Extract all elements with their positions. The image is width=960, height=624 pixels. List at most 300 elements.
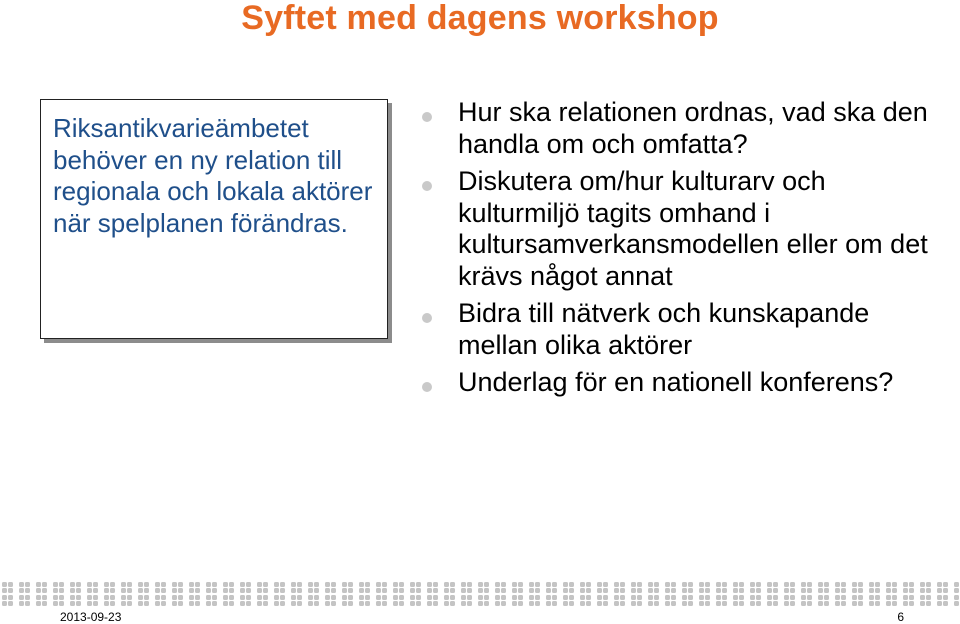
pattern-dot: [943, 595, 948, 600]
pattern-dot: [393, 595, 398, 600]
pattern-dot: [478, 588, 483, 593]
pattern-dot: [144, 582, 149, 587]
pattern-dot: [852, 588, 857, 593]
pattern-dot: [869, 601, 874, 606]
pattern-dot: [920, 588, 925, 593]
pattern-dot: [229, 595, 234, 600]
pattern-dot: [240, 588, 245, 593]
pattern-dot: [427, 595, 432, 600]
pattern-dot: [750, 588, 755, 593]
pattern-dot: [229, 601, 234, 606]
pattern-dot: [53, 588, 58, 593]
pattern-dot: [597, 582, 602, 587]
pattern-dot: [716, 595, 721, 600]
pattern-dot: [36, 582, 41, 587]
pattern-dot: [478, 601, 483, 606]
pattern-dot: [325, 595, 330, 600]
pattern-dot: [869, 582, 874, 587]
pattern-dot: [36, 601, 41, 606]
pattern-dot: [416, 595, 421, 600]
pattern-dot: [824, 601, 829, 606]
pattern-dot: [155, 588, 160, 593]
pattern-dot: [25, 601, 30, 606]
pattern-dot: [529, 588, 534, 593]
pattern-dot: [399, 588, 404, 593]
pattern-dot: [444, 595, 449, 600]
pattern-dot: [858, 595, 863, 600]
pattern-dot: [886, 588, 891, 593]
pattern-dot: [563, 595, 568, 600]
pattern-dot: [926, 595, 931, 600]
pattern-dot: [376, 601, 381, 606]
pattern-dot: [552, 601, 557, 606]
pattern-dot: [240, 601, 245, 606]
pattern-dot: [87, 588, 92, 593]
pattern-dot: [501, 582, 506, 587]
pattern-dot: [365, 582, 370, 587]
pattern-dot: [790, 601, 795, 606]
pattern-dot: [705, 582, 710, 587]
pattern-dot: [433, 601, 438, 606]
pattern-dot: [138, 582, 143, 587]
pattern-dot: [206, 588, 211, 593]
pattern-dot: [767, 582, 772, 587]
pattern-dot: [569, 601, 574, 606]
pattern-dot: [569, 595, 574, 600]
pattern-dot: [25, 595, 30, 600]
pattern-dot: [467, 582, 472, 587]
pattern-dot: [348, 588, 353, 593]
pattern-dot: [620, 582, 625, 587]
pattern-dot: [858, 601, 863, 606]
pattern-dot: [484, 588, 489, 593]
pattern-dot: [518, 582, 523, 587]
pattern-dot: [325, 601, 330, 606]
pattern-dot: [161, 595, 166, 600]
pattern-dot: [841, 601, 846, 606]
pattern-dot: [597, 588, 602, 593]
pattern-dot: [246, 582, 251, 587]
pattern-dot: [19, 601, 24, 606]
pattern-dot: [926, 582, 931, 587]
pattern-dot: [620, 601, 625, 606]
pattern-dot: [937, 582, 942, 587]
pattern-dot: [892, 601, 897, 606]
pattern-dot: [501, 601, 506, 606]
pattern-dot: [495, 595, 500, 600]
pattern-dot: [875, 588, 880, 593]
pattern-dot: [631, 582, 636, 587]
pattern-dot: [70, 595, 75, 600]
pattern-dot: [580, 595, 585, 600]
pattern-dot: [393, 588, 398, 593]
pattern-dot: [954, 588, 959, 593]
pattern-dot: [563, 588, 568, 593]
pattern-dot: [546, 595, 551, 600]
pattern-dot: [716, 588, 721, 593]
pattern-dot: [903, 582, 908, 587]
pattern-dot: [722, 582, 727, 587]
pattern-dot: [291, 588, 296, 593]
pattern-dot: [552, 588, 557, 593]
pattern-dot: [195, 595, 200, 600]
pattern-dot: [25, 582, 30, 587]
pattern-dot: [87, 601, 92, 606]
pattern-dot: [189, 601, 194, 606]
pattern-dot: [631, 601, 636, 606]
pattern-dot: [546, 601, 551, 606]
pattern-dot: [909, 595, 914, 600]
pattern-dot: [631, 595, 636, 600]
pattern-dot: [59, 582, 64, 587]
pattern-dot: [257, 595, 262, 600]
pattern-dot: [620, 595, 625, 600]
pattern-dot: [580, 601, 585, 606]
pattern-dot: [535, 582, 540, 587]
pattern-dot: [597, 601, 602, 606]
pattern-dot: [835, 595, 840, 600]
pattern-dot: [155, 601, 160, 606]
pattern-dot: [750, 601, 755, 606]
pattern-dot: [223, 582, 228, 587]
pattern-dot: [206, 601, 211, 606]
pattern-dot: [2, 582, 7, 587]
pattern-dot: [2, 595, 7, 600]
pattern-dot: [325, 588, 330, 593]
pattern-dot: [852, 595, 857, 600]
pattern-dot: [161, 601, 166, 606]
pattern-dot: [614, 588, 619, 593]
pattern-dot: [954, 601, 959, 606]
pattern-dot: [518, 595, 523, 600]
pattern-dot: [314, 588, 319, 593]
pattern-dot: [291, 595, 296, 600]
pattern-dot: [155, 582, 160, 587]
pattern-dot: [767, 601, 772, 606]
pattern-dot: [87, 582, 92, 587]
pattern-dot: [59, 601, 64, 606]
pattern-dot: [138, 595, 143, 600]
pattern-dot: [104, 588, 109, 593]
pattern-dot: [750, 595, 755, 600]
pattern-dot: [195, 588, 200, 593]
pattern-dot: [280, 595, 285, 600]
pattern-dot: [257, 601, 262, 606]
pattern-dot: [382, 601, 387, 606]
pattern-dot: [274, 601, 279, 606]
pattern-dot: [274, 582, 279, 587]
pattern-dot: [410, 582, 415, 587]
pattern-dot: [291, 601, 296, 606]
pattern-dot: [342, 588, 347, 593]
pattern-dot: [546, 588, 551, 593]
pattern-dot: [359, 595, 364, 600]
pattern-dot: [393, 582, 398, 587]
pattern-dot: [512, 588, 517, 593]
pattern-dot: [393, 601, 398, 606]
pattern-dot: [688, 588, 693, 593]
pattern-dot: [331, 601, 336, 606]
callout-text: Riksantikvarieämbetet behöver en ny relation till regionala och lokala aktörer när spelplanen förändras.: [53, 113, 373, 238]
pattern-dot: [110, 601, 115, 606]
pattern-dot: [325, 582, 330, 587]
pattern-dot: [229, 588, 234, 593]
pattern-dot: [104, 595, 109, 600]
pattern-dot: [144, 595, 149, 600]
bullet-item: [418, 298, 938, 361]
pattern-dot: [801, 601, 806, 606]
pattern-dot: [461, 582, 466, 587]
pattern-dot: [818, 582, 823, 587]
pattern-dot: [450, 595, 455, 600]
pattern-dot: [297, 582, 302, 587]
pattern-dot: [886, 601, 891, 606]
pattern-dot: [314, 582, 319, 587]
pattern-dot: [501, 588, 506, 593]
pattern-dot: [178, 582, 183, 587]
pattern-dot: [467, 601, 472, 606]
pattern-dot: [943, 588, 948, 593]
pattern-dot: [155, 595, 160, 600]
pattern-dot: [586, 588, 591, 593]
pattern-dot: [53, 582, 58, 587]
pattern-dot: [824, 595, 829, 600]
pattern-dot: [308, 588, 313, 593]
pattern-dot: [36, 595, 41, 600]
pattern-dot: [450, 601, 455, 606]
pattern-dot: [801, 595, 806, 600]
pattern-dot: [512, 601, 517, 606]
pattern-dot: [784, 601, 789, 606]
pattern-dot: [376, 588, 381, 593]
pattern-dot: [42, 595, 47, 600]
pattern-dot: [688, 601, 693, 606]
pattern-dot: [756, 582, 761, 587]
pattern-dot: [161, 582, 166, 587]
pattern-dot: [824, 588, 829, 593]
pattern-dot: [359, 582, 364, 587]
pattern-dot: [257, 582, 262, 587]
pattern-dot: [733, 595, 738, 600]
pattern-dot: [665, 595, 670, 600]
pattern-dot: [801, 588, 806, 593]
pattern-dot: [223, 588, 228, 593]
pattern-dot: [835, 601, 840, 606]
pattern-dot: [399, 595, 404, 600]
pattern-dot: [682, 601, 687, 606]
pattern-dot: [654, 601, 659, 606]
bullet-item: [418, 97, 938, 160]
pattern-dot: [382, 582, 387, 587]
pattern-dot: [688, 595, 693, 600]
pattern-dot: [586, 601, 591, 606]
pattern-dot: [699, 595, 704, 600]
pattern-dot: [189, 595, 194, 600]
pattern-dot: [818, 601, 823, 606]
pattern-dot: [110, 582, 115, 587]
pattern-dot: [835, 588, 840, 593]
pattern-dot: [450, 582, 455, 587]
bullet-text: Underlag för en nationell konferens?: [458, 367, 894, 397]
bullet-dot-icon: [422, 181, 432, 191]
bullet-dot-icon: [422, 382, 432, 392]
bullet-text: Diskutera om/hur kulturarv och kulturmiljö tagits omhand i kultursamverkansmodellen eller om det krävs något annat: [458, 166, 928, 291]
pattern-dot: [382, 588, 387, 593]
pattern-dot: [121, 595, 126, 600]
pattern-dot: [342, 601, 347, 606]
pattern-dot: [637, 588, 642, 593]
pattern-dot: [427, 588, 432, 593]
pattern-dot: [926, 601, 931, 606]
pattern-dot: [280, 582, 285, 587]
pattern-dot: [671, 595, 676, 600]
pattern-dot: [416, 582, 421, 587]
pattern-dot: [240, 582, 245, 587]
pattern-dot: [869, 588, 874, 593]
pattern-dot: [569, 588, 574, 593]
pattern-dot: [36, 588, 41, 593]
pattern-dot: [263, 582, 268, 587]
pattern-dot: [756, 595, 761, 600]
pattern-dot: [648, 595, 653, 600]
pattern-dot: [529, 595, 534, 600]
bullet-text: Hur ska relationen ordnas, vad ska den handla om och omfatta?: [458, 97, 928, 159]
pattern-dot: [841, 588, 846, 593]
pattern-dot: [291, 582, 296, 587]
pattern-dot: [257, 588, 262, 593]
pattern-dot: [93, 595, 98, 600]
pattern-dot: [869, 595, 874, 600]
pattern-dot: [739, 588, 744, 593]
pattern-dot: [756, 588, 761, 593]
pattern-dot: [824, 582, 829, 587]
pattern-dot: [121, 588, 126, 593]
pattern-dot: [501, 595, 506, 600]
pattern-dot: [127, 582, 132, 587]
pattern-dot: [903, 595, 908, 600]
pattern-dot: [892, 588, 897, 593]
pattern-dot: [875, 582, 880, 587]
bullet-item: [418, 166, 938, 292]
pattern-dot: [790, 588, 795, 593]
pattern-dot: [637, 601, 642, 606]
pattern-dot: [246, 595, 251, 600]
pattern-dot: [535, 601, 540, 606]
pattern-dot: [546, 582, 551, 587]
pattern-dot: [852, 582, 857, 587]
pattern-dot: [705, 588, 710, 593]
pattern-dot: [19, 582, 24, 587]
pattern-dot: [886, 582, 891, 587]
pattern-dot: [954, 595, 959, 600]
pattern-dot: [739, 582, 744, 587]
pattern-dot: [433, 582, 438, 587]
pattern-dot: [365, 601, 370, 606]
pattern-dot: [495, 601, 500, 606]
pattern-dot: [127, 601, 132, 606]
pattern-dot: [580, 588, 585, 593]
pattern-dot: [110, 588, 115, 593]
pattern-dot: [308, 582, 313, 587]
pattern-dot: [229, 582, 234, 587]
pattern-dot: [172, 582, 177, 587]
pattern-dot: [70, 601, 75, 606]
pattern-dot: [342, 595, 347, 600]
pattern-dot: [773, 582, 778, 587]
pattern-dot: [399, 601, 404, 606]
pattern-dot: [76, 601, 81, 606]
pattern-dot: [297, 588, 302, 593]
pattern-dot: [450, 588, 455, 593]
pattern-dot: [733, 588, 738, 593]
decorative-pattern-band: [0, 581, 960, 608]
pattern-dot: [110, 595, 115, 600]
pattern-dot: [331, 595, 336, 600]
pattern-dot: [189, 588, 194, 593]
pattern-dot: [461, 595, 466, 600]
pattern-dot: [478, 595, 483, 600]
pattern-dot: [410, 588, 415, 593]
pattern-dot: [93, 588, 98, 593]
pattern-dot: [750, 582, 755, 587]
pattern-dot: [376, 582, 381, 587]
pattern-dot: [937, 601, 942, 606]
pattern-dot: [903, 588, 908, 593]
pattern-dot: [212, 588, 217, 593]
pattern-dot: [280, 588, 285, 593]
pattern-dot: [172, 601, 177, 606]
pattern-dot: [518, 601, 523, 606]
pattern-dot: [733, 601, 738, 606]
pattern-dot: [529, 601, 534, 606]
pattern-dot: [263, 588, 268, 593]
pattern-dot: [648, 588, 653, 593]
pattern-dot: [8, 588, 13, 593]
pattern-dot: [416, 588, 421, 593]
pattern-dot: [767, 595, 772, 600]
pattern-dot: [308, 601, 313, 606]
pattern-dot: [274, 595, 279, 600]
pattern-dot: [716, 582, 721, 587]
pattern-dot: [274, 588, 279, 593]
pattern-dot: [722, 588, 727, 593]
pattern-dot: [121, 582, 126, 587]
pattern-dot: [671, 582, 676, 587]
pattern-dot: [665, 582, 670, 587]
pattern-dot: [784, 582, 789, 587]
pattern-dot: [444, 588, 449, 593]
pattern-dot: [807, 588, 812, 593]
pattern-dot: [529, 582, 534, 587]
pattern-dot: [682, 588, 687, 593]
pattern-dot: [280, 601, 285, 606]
pattern-dot: [189, 582, 194, 587]
pattern-dot: [467, 595, 472, 600]
pattern-dot: [365, 595, 370, 600]
pattern-dot: [648, 601, 653, 606]
pattern-dot: [433, 595, 438, 600]
pattern-dot: [172, 595, 177, 600]
pattern-dot: [410, 595, 415, 600]
pattern-dot: [144, 588, 149, 593]
pattern-dot: [535, 588, 540, 593]
pattern-dot: [654, 588, 659, 593]
pattern-dot: [76, 595, 81, 600]
pattern-dot: [733, 582, 738, 587]
pattern-dot: [342, 582, 347, 587]
pattern-dot: [631, 588, 636, 593]
pattern-dot: [807, 595, 812, 600]
